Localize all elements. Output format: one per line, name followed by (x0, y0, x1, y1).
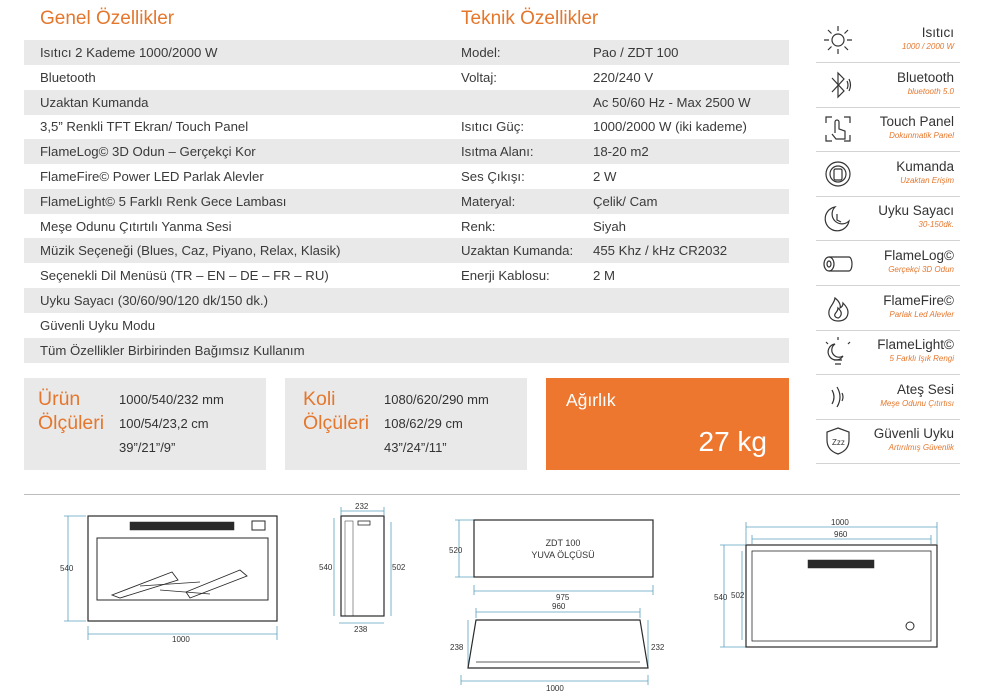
feature-shield-zzz (816, 419, 960, 464)
tech-value: 455 Khz / kHz CR2032 (593, 243, 728, 259)
general-feature-item: Uyku Sayacı (30/60/90/120 dk/150 dk.) (40, 293, 268, 308)
general-feature-item: Tüm Özellikler Birbirinden Bağımsız Kullanım (40, 342, 305, 358)
timer-icon (822, 202, 854, 234)
spec-row (24, 189, 789, 214)
feature-subtitle: 5 Farklı Işık Rengi (889, 354, 954, 364)
feature-title: FlameLight© (877, 337, 954, 353)
technical-features-title: Teknik Özellikler (461, 8, 599, 29)
product-dimensions-title-2: Ölçüleri (38, 412, 105, 434)
package-dim-cm: 108/62/29 cm (384, 416, 463, 431)
touch-icon (822, 113, 854, 145)
tech-label: Enerji Kablosu: (461, 268, 550, 284)
feature-title: Bluetooth (896, 69, 954, 85)
tech-value: 2 W (593, 169, 617, 184)
feature-title: Isıtıcı (921, 25, 954, 40)
tech-label: Materyal: (461, 193, 516, 209)
feature-title: Ateş Sesi (896, 381, 954, 397)
spec-row (24, 40, 789, 65)
back-outer-height-label: 540 (714, 593, 728, 602)
general-features-title: Genel Özellikler (40, 8, 175, 29)
feature-title: FlameLog© (884, 248, 954, 263)
spec-row (24, 313, 789, 338)
tech-value: 18-20 m2 (593, 144, 649, 160)
top-inner-width-label: 960 (552, 602, 566, 611)
bluetooth-icon (822, 69, 854, 101)
tech-value: 220/240 V (593, 69, 654, 85)
tech-value: Çelik/ Cam (593, 193, 658, 209)
product-dimensions-title-1: Ürün (38, 388, 81, 410)
niche-title-line2: YUVA ÖLÇÜSÜ (531, 550, 595, 560)
tech-value: 1000/2000 W (iki kademe) (593, 119, 747, 135)
feature-remote (816, 152, 960, 197)
package-dimensions-title-1: Koli (303, 388, 336, 410)
side-bottom-label: 238 (354, 625, 368, 634)
general-feature-item: Bluetooth (40, 69, 96, 85)
feature-title: Güvenli Uyku (873, 426, 954, 442)
feature-subtitle: bluetooth 5.0 (907, 86, 954, 96)
technical-drawings (0, 500, 982, 694)
tech-value: Siyah (593, 218, 626, 234)
feature-timer (816, 196, 960, 241)
feature-title: FlameFire© (883, 292, 954, 308)
feature-subtitle: 1000 / 2000 W (901, 42, 954, 51)
feature-sound (816, 375, 960, 420)
feature-flame (816, 286, 960, 331)
top-right-label: 232 (651, 643, 665, 652)
front-width-label: 1000 (172, 635, 190, 644)
general-feature-item: Meşe Odunu Çıtırtılı Yanma Sesi (40, 218, 232, 234)
general-feature-item: Isıtıcı 2 Kademe 1000/2000 W (40, 45, 218, 60)
general-feature-item: FlameLog© 3D Odun – Gerçekçi Kor (40, 144, 256, 160)
tech-value: Ac 50/60 Hz - Max 2500 W (593, 94, 751, 110)
moon-bulb-icon (822, 336, 854, 368)
tech-value: 2 M (593, 268, 615, 284)
back-outer-width-label: 1000 (831, 518, 849, 527)
package-dim-mm: 1080/620/290 mm (384, 392, 489, 407)
svg-text:Zzz: Zzz (832, 438, 845, 448)
product-dim-inch: 39”/21”/9” (119, 440, 176, 455)
spec-row (24, 164, 789, 189)
general-feature-item: Müzik Seçeneği (Blues, Caz, Piyano, Relax, Klasik) (40, 243, 341, 259)
top-left-label: 238 (450, 643, 464, 652)
feature-title: Touch Panel (879, 114, 954, 130)
niche-height-label: 520 (449, 546, 463, 555)
tech-label: Renk: (461, 218, 496, 234)
feature-subtitle: Gerçekçi 3D Odun (888, 265, 954, 274)
section-divider (24, 494, 960, 495)
tech-value: Pao / ZDT 100 (593, 45, 679, 60)
feature-subtitle: Artırılmış Güvenlik (888, 443, 954, 453)
feature-subtitle: Meşe Odunu Çıtırtısı (880, 398, 954, 408)
sun-icon (822, 24, 854, 56)
feature-sun (816, 18, 960, 63)
niche-title-line1: ZDT 100 (545, 538, 581, 548)
spec-row (24, 90, 789, 115)
tech-label: Ses Çıkışı: (461, 169, 525, 184)
top-outer-width-label: 1000 (546, 684, 564, 693)
general-feature-item: 3,5” Renkli TFT Ekran/ Touch Panel (40, 119, 249, 135)
package-dim-inch: 43”/24”/11” (384, 440, 447, 455)
tech-label: Isıtıcı Güç: (461, 119, 525, 135)
product-dimensions-box (24, 378, 266, 470)
product-dim-mm: 1000/540/232 mm (119, 392, 224, 407)
general-feature-item: Uzaktan Kumanda (40, 94, 149, 110)
tech-label: Model: (461, 45, 501, 60)
spec-row (24, 288, 789, 313)
weight-label: Ağırlık (566, 390, 616, 410)
tech-label: Uzaktan Kumanda: (461, 243, 574, 259)
package-dimensions-box (285, 378, 527, 470)
spec-row (24, 338, 789, 363)
side-height-left-label: 540 (319, 563, 333, 572)
front-height-label: 540 (60, 564, 74, 573)
feature-bluetooth (816, 63, 960, 108)
shield-zzz-icon (822, 425, 854, 457)
flame-icon (822, 292, 854, 324)
back-inner-height-label: 502 (731, 591, 745, 600)
feature-touch (816, 107, 960, 152)
remote-icon (822, 158, 854, 190)
feature-subtitle: 30-150dk. (918, 220, 954, 230)
niche-width-label: 975 (556, 593, 570, 602)
feature-subtitle: Uzaktan Erişim (900, 175, 954, 185)
back-inner-width-label: 960 (834, 530, 848, 539)
side-height-right-label: 502 (392, 563, 406, 572)
weight-value: 27 kg (698, 426, 767, 457)
feature-moon-bulb (816, 330, 960, 375)
feature-subtitle: Parlak Led Alevler (889, 309, 954, 319)
feature-subtitle: Dokunmatik Panel (889, 131, 954, 141)
sound-icon (822, 381, 854, 413)
tech-label: Voltaj: (461, 69, 497, 85)
feature-title: Uyku Sayacı (878, 203, 954, 219)
spec-row (24, 263, 789, 288)
feature-log (816, 241, 960, 286)
spec-row (24, 114, 789, 139)
general-feature-item: FlameLight© 5 Farklı Renk Gece Lambası (40, 193, 287, 209)
tech-label: Isıtma Alanı: (461, 144, 534, 160)
spec-row (24, 139, 789, 164)
log-icon (822, 247, 854, 279)
general-feature-item: Seçenekli Dil Menüsü (TR – EN – DE – FR – RU) (40, 268, 329, 284)
general-feature-item: Güvenli Uyku Modu (40, 317, 156, 333)
spec-row (24, 65, 789, 90)
spec-row (24, 238, 789, 263)
feature-title: Kumanda (896, 158, 954, 174)
general-feature-item: FlameFire© Power LED Parlak Alevler (40, 169, 264, 184)
product-dim-cm: 100/54/23,2 cm (119, 416, 209, 431)
weight-box (546, 378, 789, 470)
side-top-label: 232 (355, 502, 369, 511)
package-dimensions-title-2: Ölçüleri (303, 412, 370, 434)
spec-row (24, 214, 789, 239)
